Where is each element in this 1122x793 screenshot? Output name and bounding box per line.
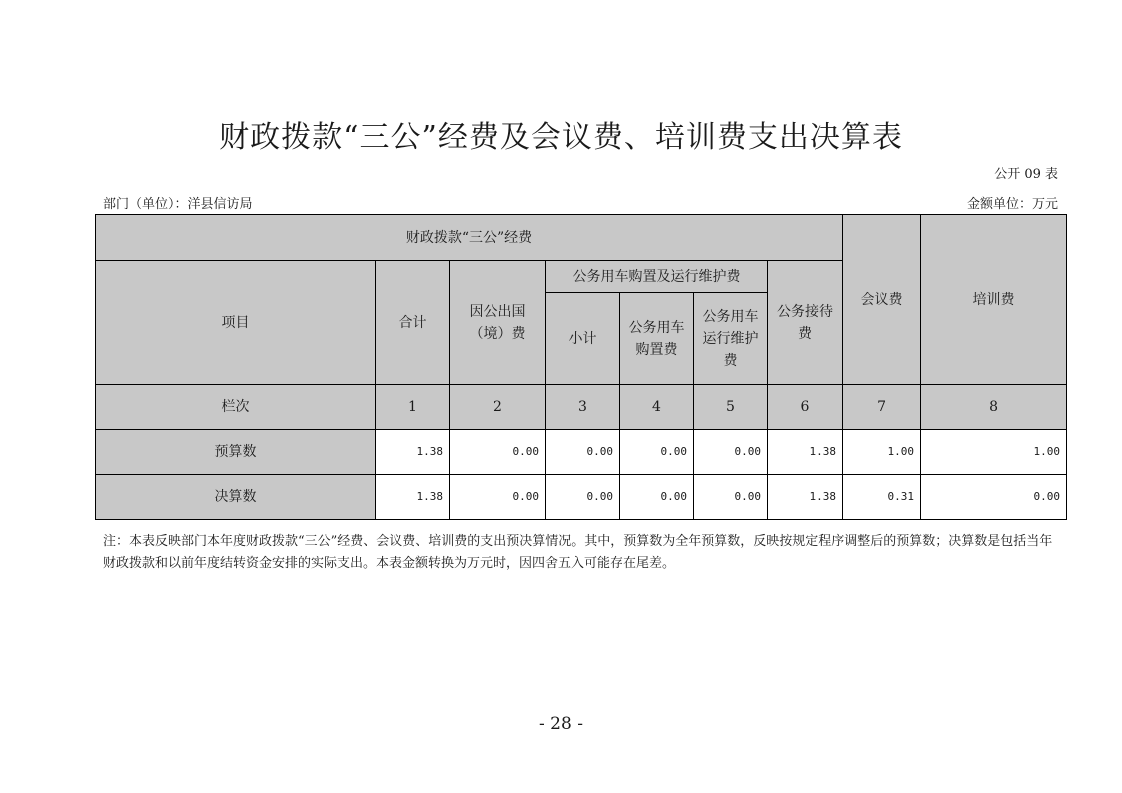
department-label: 部门（单位）：洋县信访局 [103, 197, 253, 212]
table-row [96, 475, 1067, 520]
col-header-vehicle-purchase: 公务用车 购置费 [620, 293, 694, 385]
page-title: 财政拨款“三公”经费及会议费、培训费支出决算表 [219, 120, 903, 155]
table-row [96, 430, 1067, 475]
data-cell: 0.00 [546, 430, 620, 475]
page-number: - 28 - [539, 714, 583, 734]
col-header-item: 项目 [96, 261, 376, 385]
data-cell: 1.00 [843, 430, 921, 475]
index-cell: 1 [376, 385, 450, 430]
index-cell: 4 [620, 385, 694, 430]
data-cell: 0.00 [694, 475, 768, 520]
data-cell: 1.38 [376, 475, 450, 520]
data-cell: 1.38 [376, 430, 450, 475]
col-header-reception: 公务接待 费 [768, 261, 843, 385]
vehicle-group-header: 公务用车购置及运行维护费 [546, 261, 768, 293]
col-header-training: 培训费 [921, 215, 1067, 385]
data-cell: 0.00 [620, 475, 694, 520]
data-cell: 0.31 [843, 475, 921, 520]
amount-unit-label: 金额单位：万元 [966, 197, 1058, 212]
index-cell: 7 [843, 385, 921, 430]
index-cell: 3 [546, 385, 620, 430]
data-cell: 1.38 [768, 430, 843, 475]
data-cell: 0.00 [450, 475, 546, 520]
col-header-meeting: 会议费 [843, 215, 921, 385]
row-label-final: 决算数 [96, 475, 376, 520]
data-cell: 0.00 [620, 430, 694, 475]
col-header-subtotal: 小计 [546, 293, 620, 385]
three-public-group-header: 财政拨款“三公”经费 [96, 215, 843, 261]
data-cell: 0.00 [921, 475, 1067, 520]
row-label-budget: 预算数 [96, 430, 376, 475]
data-cell: 1.38 [768, 475, 843, 520]
col-header-overseas: 因公出国 （境）费 [450, 261, 546, 385]
index-row-label: 栏次 [96, 385, 376, 430]
index-cell: 2 [450, 385, 546, 430]
data-cell: 0.00 [450, 430, 546, 475]
data-cell: 1.00 [921, 430, 1067, 475]
col-header-vehicle-maintenance: 公务用车 运行维护 费 [694, 293, 768, 385]
data-cell: 0.00 [694, 430, 768, 475]
expenditure-table [95, 214, 1067, 520]
index-cell: 5 [694, 385, 768, 430]
data-cell: 0.00 [546, 475, 620, 520]
index-cell: 8 [921, 385, 1067, 430]
index-cell: 6 [768, 385, 843, 430]
table-note: 注：本表反映部门本年度财政拨款“三公”经费、会议费、培训费的支出预决算情况。其中，预算数为全年预算数，反映按规定程序调整后的预算数；决算数是包括当年财政拨款和以前年度结转资金安排的实际支出。本表金额转换为万元时，因四舍五入可能存在尾差。 [103, 534, 1053, 571]
form-number: 公开 09 表 [994, 167, 1058, 182]
col-header-total: 合计 [376, 261, 450, 385]
